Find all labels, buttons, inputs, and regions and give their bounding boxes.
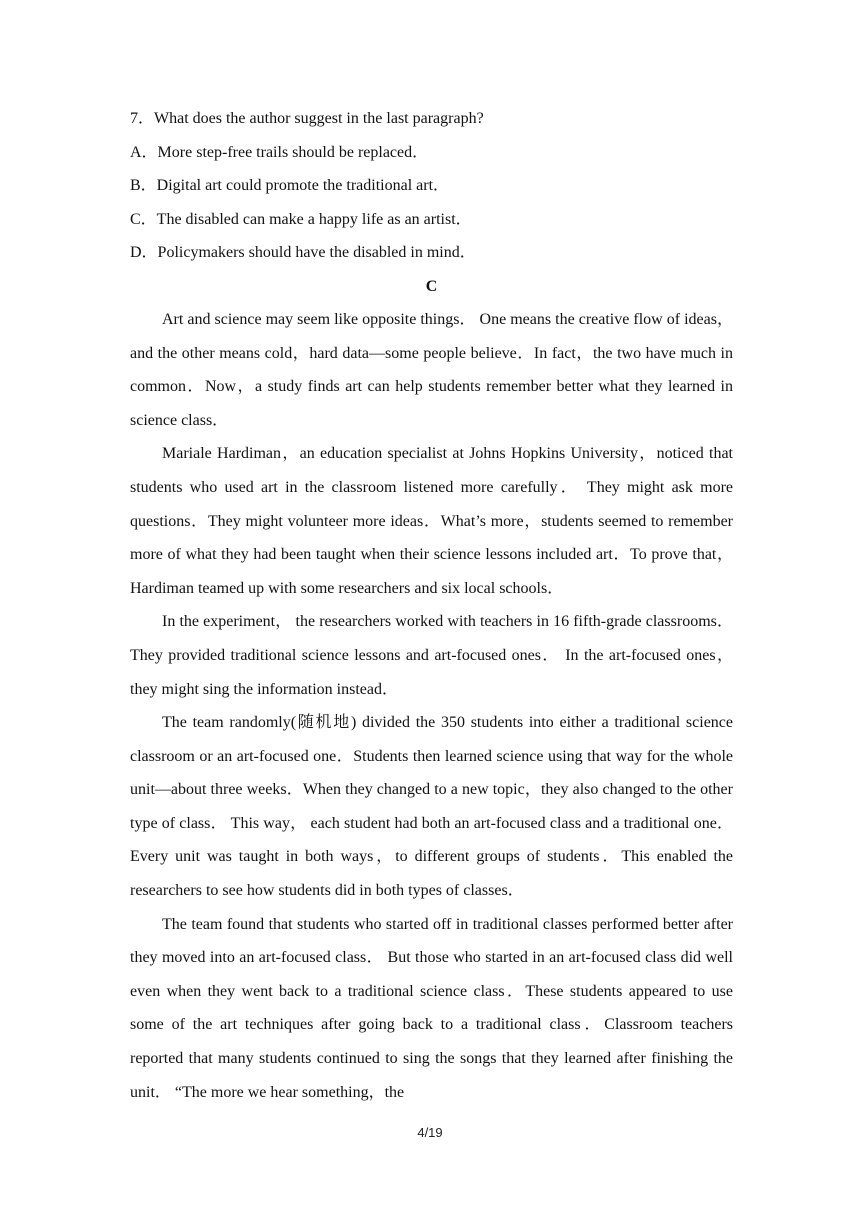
passage-paragraph-4: The team randomly(随机地) divided the 350 students into either a traditional science classroom or an art-focused one．Students then learned science using that way for the whole unit—about three weeks．When they changed to a new topic，they also changed to the other type of class． This way， each student had both an art-focused class and a traditional one．Every unit was taught in both ways，to different groups of students．This enabled the researchers to see how students did in both types of classes． [130,714,733,900]
passage-heading: C [425,277,438,295]
option-c: C．The disabled can make a happy life as an artist． [130,210,472,228]
option-a: A．More step-free trails should be replaced． [130,143,429,161]
passage-paragraph-5: The team found that students who started off in traditional classes performed better after they moved into an art-focused class． But those who started in an art-focused class did well even when they went back to a traditional science class．These students appeared to use some of the art techniques after going back to a traditional class．Classroom teachers reported that many students continued to sing the songs that they learned after finishing the unit． “The more we hear something，the [130,915,734,1101]
document-page [130,102,733,1109]
question-stem: 7．What does the author suggest in the last paragraph? [130,110,484,127]
option-d: D．Policymakers should have the disabled in mind． [130,244,476,262]
page-number: 4/19 [417,1125,443,1140]
option-b: B．Digital art could promote the traditional art． [130,177,450,195]
passage-paragraph-2: Mariale Hardiman，an education specialist at Johns Hopkins University，noticed that students who used art in the classroom listened more carefully． They might ask more questions．They might volunteer more ideas．What’s more，students seemed to remember more of what they had been taught when their science lessons included art．To prove that，Hardiman teamed up with some researchers and six local schools． [130,445,733,597]
passage-paragraph-1: Art and science may seem like opposite things． One means the creative flow of ideas，and the other means cold，hard data—some people believe．In fact，the two have much in common．Now，a study finds art can help students remember better what they learned in science class． [130,310,733,429]
passage-paragraph-3: In the experiment， the researchers worked with teachers in 16 fifth-grade classrooms． They provided traditional science lessons and art-focused ones． In the art-focused ones，they might sing the information instead． [130,613,734,698]
